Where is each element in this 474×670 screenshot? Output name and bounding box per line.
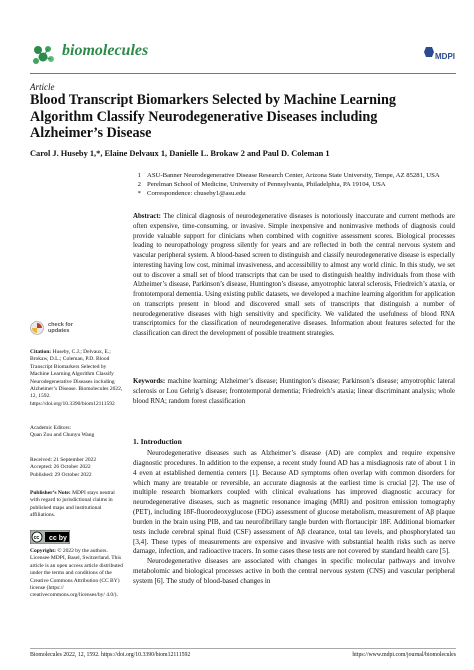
correspondence-email[interactable]: Correspondence: chuseby1@asu.edu [147, 190, 246, 197]
publisher-note-label: Publisher’s Note: [30, 490, 71, 496]
affiliation-text: ASU-Banner Neurodegenerative Disease Research Center, Arizona State University, Tempe, AZ 85281, USA [147, 172, 440, 179]
abstract-text: The clinical diagnosis of neurodegenerative diseases is notoriously inaccurate and current methods are often expensive, time-consuming, or invasive. Simple inexpensive and noninvasive methods of diagnosis could provide valuable support for clinicians when combined with cognitive assessment scores. Biological processes leading to neuropathology progress silently for years and are reflected in both the central nervous system and vascular peripheral system. A blood-based screen to distinguish and classify neurodegenerative disease is especially interesting having low cost, minimal invasiveness, and accessibility to almost any world clinic. In this study, we set out to discover a small set of blood transcripts that can be used to distinguish healthy individuals from those with Alzheimer’s disease, Parkinson’s disease, Huntington’s disease, amyotrophic lateral sclerosis, Friedreich’s ataxia, or frontotemporal dementia. Using existing public datasets, we developed a machine learning algorithm for application on transcripts present in blood and discovered small sets of transcripts that distinguish a number of neurodegenerative diseases with high sensitivity and specificity. We validated the usefulness of blood RNA transcriptomics for the classification of neurodegenerative diseases. Information about features selected for the classification can direct the development of possible treatment strategies. [133, 213, 455, 337]
footer-divider [30, 648, 456, 649]
header-divider [30, 73, 456, 74]
affiliation-item [133, 180, 453, 189]
publisher-name: MDPI [435, 52, 455, 61]
received-date: Received: 21 September 2022 [30, 457, 97, 463]
copyright-block [30, 548, 124, 600]
introduction-body [133, 449, 455, 587]
journal-url-link[interactable]: https://www.mdpi.com/journal/biomolecules [352, 652, 456, 658]
abstract-label: Abstract: [133, 213, 161, 220]
editors-label: Academic Editors: [30, 425, 72, 431]
publisher-note [30, 490, 124, 520]
affiliation-text: Perelman School of Medicine, University of Pennsylvania, Philadelphia, PA 19104, USA [147, 181, 386, 188]
article-title: Blood Transcript Biomarkers Selected by Machine Learning Algorithm Classify Neurodegenerative Diseases including Alzheimer’s Disease [30, 92, 396, 141]
cc-by-license-icon [30, 530, 70, 544]
footer-citation: Biomolecules 2022, 12, 1592. https://doi.org/10.3390/biom12111592 [30, 652, 191, 658]
author-list: Carol J. Huseby 1,*, Elaine Delvaux 1, Danielle L. Brokaw 2 and Paul D. Coleman 1 [30, 149, 330, 158]
citation-text: Huseby, C.J.; Delvaux, E.; Brokaw, D.L.; Coleman, P.D. Blood Transcript Biomarkers Selected by Machine Learning Algorithm Classify Neurodegenerative Diseases including Alzheimer’s Disease. Biomolecules 2022, 12, 1592. https://doi.org/10.3390/biom12111592 [30, 349, 123, 407]
check-for-updates-button[interactable] [30, 321, 73, 335]
affiliation-number: 2 [137, 181, 141, 188]
academic-editors [30, 425, 124, 440]
check-updates-icon [30, 321, 44, 335]
published-date: Published: 29 October 2022 [30, 471, 92, 478]
journal-name: biomolecules [62, 42, 149, 59]
affiliation-item [133, 171, 453, 180]
affiliation-number: 1 [137, 172, 141, 179]
affiliation-item [133, 189, 453, 198]
abstract [133, 212, 455, 339]
journal-logo-icon [30, 42, 56, 68]
cc-text: cc by [49, 535, 67, 542]
keywords-label: Keywords: [133, 378, 166, 385]
mdpi-logo-icon [422, 44, 456, 64]
copyright-label: Copyright: [30, 548, 56, 554]
updates-label-line1: check for [48, 321, 73, 328]
citation-block [30, 349, 124, 408]
section-heading-introduction: 1. Introduction [133, 437, 182, 446]
copyright-text: © 2022 by the authors. Licensee MDPI, Basel, Switzerland. This article is an open access article distributed under the terms and conditions of the Creative Commons Attribution (CC BY) license (https:// creativecommons.org/licenses/by/ 4.0/). [30, 548, 123, 599]
accepted-date: Accepted: 26 October 2022 [30, 464, 91, 471]
publication-dates [30, 457, 124, 479]
affiliation-number: * [137, 190, 141, 197]
affiliations [133, 171, 453, 198]
keywords [133, 377, 455, 406]
updates-label-line2: updates [48, 328, 70, 334]
publisher-note-text: MDPI stays neutral with regard to jurisdictional claims in published maps and institutional affiliations. [30, 490, 115, 519]
svg-text:cc: cc [33, 535, 40, 541]
keywords-text: machine learning; Alzheimer’s disease; Huntington’s disease; Parkinson’s disease; amyotrophic lateral sclerosis or Lou Gehrig’s disease; frontotemporal dementia; Friedreich’s ataxia; linear discriminant analysis; whole blood RNA; random forest classification [133, 378, 455, 405]
intro-paragraph: Neurodegenerative diseases such as Alzheimer’s disease (AD) are complex and require expensive diagnostic procedures. In addition to the expense, a recent study found AD has a misdiagnosis rate of about 1 in 4 even at established dementia centers [1]. Because AD symptoms often overlap with common disorders for which many are treatable or reversible, an accurate diagnosis at the earliest time is crucial [2]. The use of multiple research biomarkers coupled with clinical evaluations has improved diagnostic accuracy for neurodegenerative diseases, such as magnetic resonance imaging (MRI) and positron emission tomography (PET), including 18F-fluorodeoxyglucose (FDG) assessment of glucose metabolism, measurement of Aβ plaque burden in the brain using PIB, and tau neurofibrillary tangle burden with flortaucipir 18F. Additional biomarker tests include cerebral spinal fluid (CSF) assessment of Aβ clearance, total tau levels, and phosphorylated tau [3,4]. These types of measurements are expensive and invasive with substantial health risks such as nerve damage, infection, and radioactive tracers. In some cases these tests are not covered by standard health care [5]. [133, 449, 455, 556]
article-type: Article [30, 82, 55, 92]
intro-paragraph: Neurodegenerative diseases are associated with changes in specific molecular pathways and involve metabolomic and biological processes active in both the central nervous system (CNS) and vascular peripheral system [6]. The study of blood-based changes in [133, 557, 455, 585]
citation-label: Citation: [30, 349, 52, 355]
editors-names: Quan Zou and Chunyu Wang [30, 432, 95, 439]
